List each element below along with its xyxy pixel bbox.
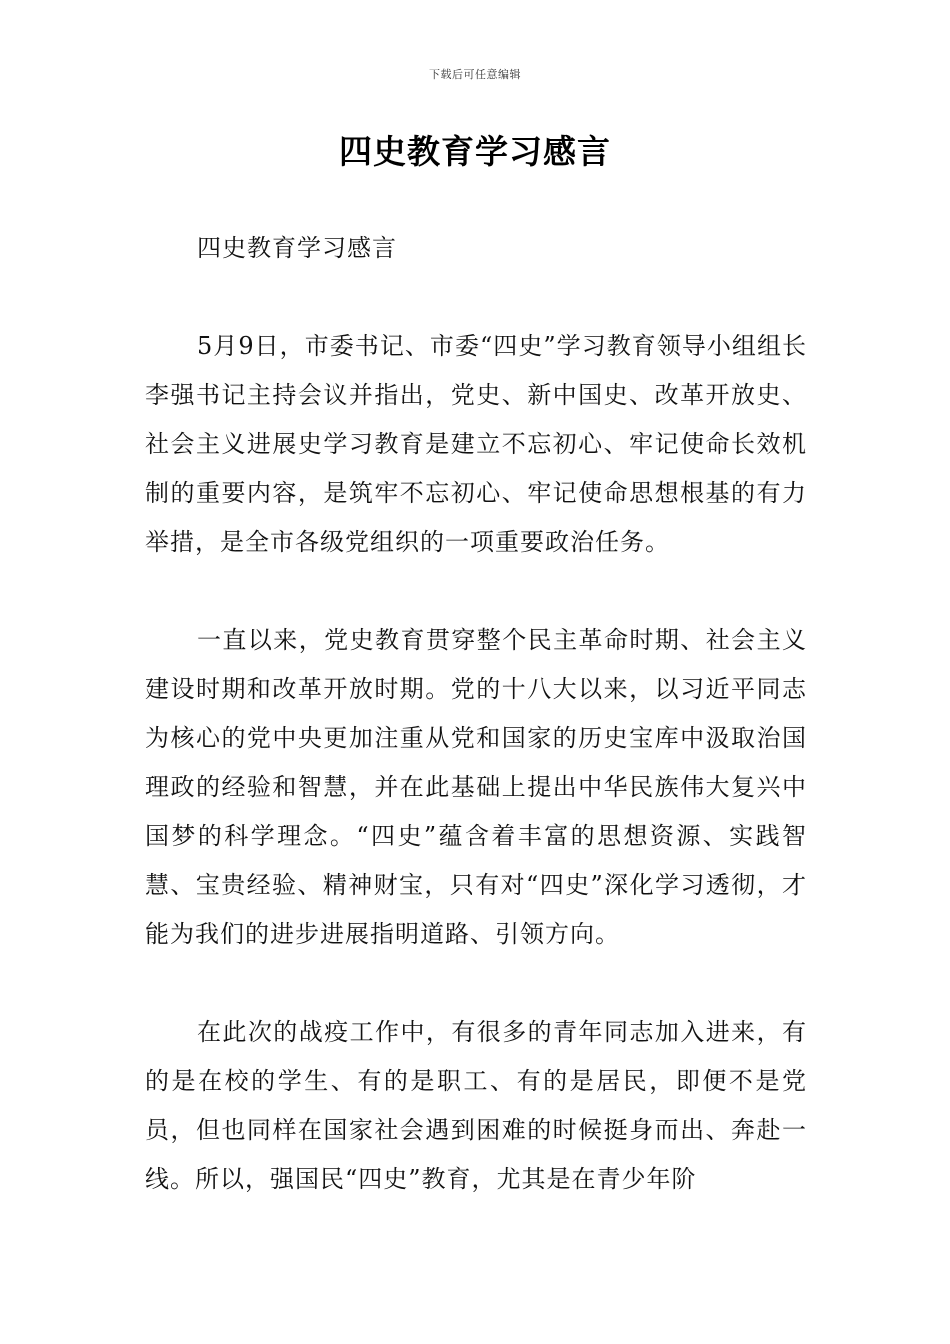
header-note: 下载后可任意编辑 — [429, 68, 521, 81]
subtitle-paragraph: 四史教育学习感言 — [197, 234, 397, 262]
body-paragraph-3: 在此次的战疫工作中，有很多的青年同志加入进来，有的是在校的学生、有的是职工、有的是居民，即便不是党员，但也同样在国家社会遇到困难的时候挺身而出、奔赴一线。所以，强国民“四史”教育，尤其是在青少年阶 — [145, 1018, 807, 1193]
body-paragraph-2: 一直以来，党史教育贯穿整个民主革命时期、社会主义建设时期和改革开放时期。党的十八大以来，以习近平同志为核心的党中央更加注重从党和国家的历史宝库中汲取治国理政的经验和智慧，并在此基础上提出中华民族伟大复兴中国梦的科学理念。“四史”蕴含着丰富的思想资源、实践智慧、宝贵经验、精神财宝，只有对“四史”深化学习透彻，才能为我们的进步进展指明道路、引领方向。 — [145, 626, 807, 948]
body-paragraph-1: 5月9日，市委书记、市委“四史”学习教育领导小组组长李强书记主持会议并指出，党史、新中国史、改革开放史、社会主义进展史学习教育是建立不忘初心、牢记使命长效机制的重要内容，是筑牢不忘初心、牢记使命思想根基的有力举措，是全市各级党组织的一项重要政治任务。 — [145, 332, 807, 556]
document-body — [145, 224, 807, 1204]
document-title: 四史教育学习感言 — [339, 132, 611, 171]
